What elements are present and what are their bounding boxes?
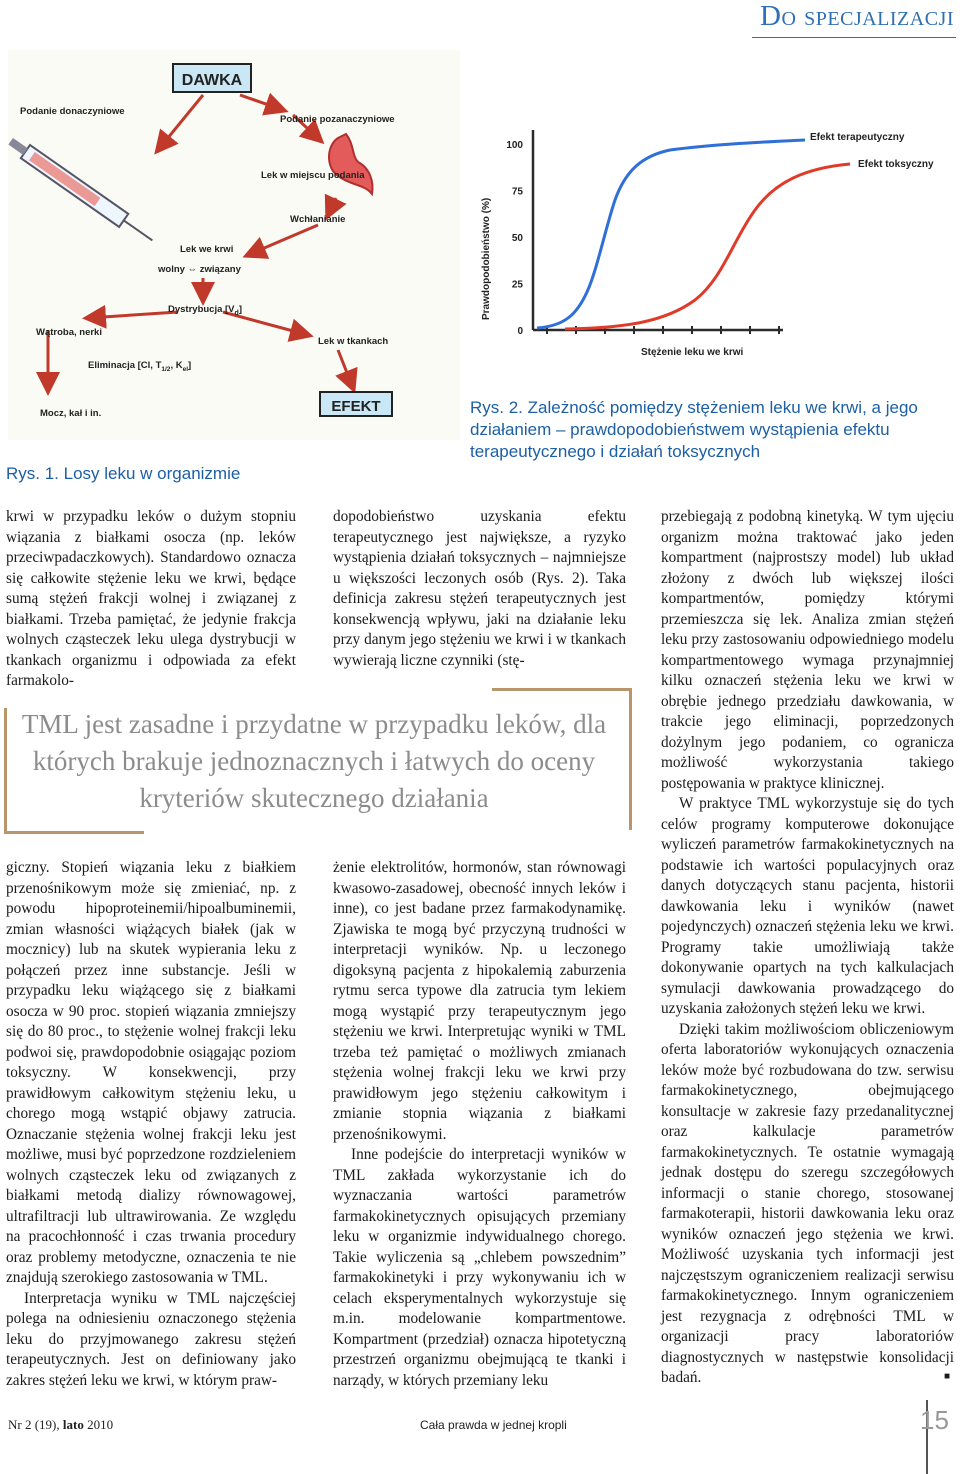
end-of-article-mark: ■ bbox=[944, 1371, 951, 1382]
diagram-excretion: Mocz, kał i in. bbox=[40, 408, 102, 419]
paragraph: W praktyce TML wykorzystuje się do tych celów programy komputerowe dokonujące wyliczeń parametrów farmakokinetycznych na podstawie ich wartości populacyjnych oraz danych dotyczących stanu pacjenta, historii dawkowania leku i wyników (nawet pojedynczych) oznaczeń stężenia leku we krwi. Programy takie umożliwiają także dokonywanie opartych na tych kalkulacjach symulacji dawkowania prowadzącego do uzyskania założonych stężeń leku we krwi. bbox=[661, 795, 954, 1017]
diagram-tissues: Lek w tkankach bbox=[318, 336, 389, 347]
diagram-parenteral: Podanie donaczyniowe bbox=[20, 106, 125, 117]
paragraph: Dzięki takim możliwościom obliczeniowym oferta laboratoriów wykonujących oznaczenia leków może być rozbudowana do tzw. serwisu farmakokinetycznego, obejmującego konsultacje w zakresie fazy przedanalitycznej oraz kalkulacje parametrów farmakokinetycznych. Te ostatnie wymagają jednak dostępu do szeregu szczegółowych informacji o stanie chorego, stosowanej farmakoterapii, historii dawkowania leku oraz wyników oznaczeń jego stężenia we krwi. Możliwość uzyskania tych informacji jest najczęstszym ograniczeniem realizacji serwisu farmakokinetycznego. Innym ograniczeniem jest rezygnacja z odrębności TML w organizacji pracy laboratoriów diagnostycznych w następstwie konsolidacji badań. bbox=[661, 1020, 954, 1386]
y-tick-label: 0 bbox=[517, 326, 523, 337]
chart-x-axis-label: Stężenie leku we krwi bbox=[641, 347, 744, 358]
chart-y-axis-label: Prawdopodobieństwo (%) bbox=[481, 197, 492, 320]
column-2-bottom bbox=[333, 858, 626, 1391]
diagram-nonparenteral: Podanie pozanaczyniowe bbox=[280, 114, 395, 125]
diagram-blood-line2: wolny ⇔ związany bbox=[158, 264, 241, 275]
diagram-liver: Wątroba, nerki bbox=[36, 327, 102, 338]
diagram-absorption: Wchłanianie bbox=[290, 214, 346, 225]
column-3 bbox=[661, 507, 954, 1389]
figure-2-chart bbox=[465, 100, 955, 390]
diagram-blood-line1: Lek we krwi bbox=[180, 244, 234, 255]
series-toxic-line bbox=[565, 164, 850, 329]
legend-toxic: Efekt toksyczny bbox=[858, 159, 934, 170]
paragraph: Interpretacja wyniku w TML najczęściej polega na odniesieniu oznaczonego stężenia leku do przyjmowanego zakresu stężeń terapeutycznych. Jest on definiowany jako zakres stężeń leku we krwi, w którym praw- bbox=[6, 1289, 296, 1389]
diagram-effect: EFEKT bbox=[331, 398, 381, 415]
y-tick-label: 100 bbox=[506, 140, 523, 151]
pull-quote bbox=[4, 688, 630, 834]
diagram-dose: DAWKA bbox=[181, 72, 243, 89]
column-2-top: dopodobieństwo uzyskania efektu terapeutycznego jest największe, a ryzyko wystąpienia działań toksycznych – najmniejsze u większości leczonych osób (Rys. 2). Taka definicja zakresu stężeń terapeutycznych jest konsekwencją wpływu, jaki na działanie leku przy danym jego stężeniu we krwi i w tkankach wywierają liczne czynniki (stę- bbox=[333, 508, 626, 669]
y-tick-label: 25 bbox=[511, 279, 523, 291]
paragraph: giczny. Stopień wiązania leku z białkiem przenośnikowym może się zmieniać, np. z powodu hipoproteinemii/hipoalbuminemii, zmian własności wiążących białek (jak w mocznicy) lub na skutek wypierania leku z połączeń przez inne substancje. Jeśli w przypadku leku wiążącego się z białkami osocza w 90 proc. stopień wiązania zmniejszy się do 80 proc., to stężenie wolnej frakcji leku podwoi się, prawdopodobnie osiągając poziom toksyczny. W konsekwencji, przy prawidłowym całkowitym stężeniu leku, u chorego mogą wstąpić objawy zatrucia. Oznaczanie stężenia wolnej frakcji leku jest możliwe, musi być poprzedzone rozdzieleniem wolnych cząsteczek leku od związanych z białkami metodą dializy równowagowej, ultrafiltracji lub ultrawirowania. Ze względu na pracochłonność i czas trwania procedury oraz problemy metodyczne, oznaczenia te nie znajdują szerokiego zastosowania w TML. bbox=[6, 859, 296, 1286]
figure-1-diagram bbox=[8, 50, 460, 440]
section-header: Do specjalizacji bbox=[752, 0, 956, 38]
paragraph: żenie elektrolitów, hormonów, stan równowagi kwasowo-zasadowej, obecność innych leków i inne), co jest badane przez farmakodynamikę. Zjawiska te mogą być przyczyną trudności w interpretacji wyników. Np. u leczonego digoksyną pacjenta z hipokalemią zaburzenia rytmu serca typowe dla zatrucia tym lekiem mogą wystąpić przy terapeutycznym jego stężeniu we krwi. Interpretując wyniki w TML trzeba też pamiętać o możliwych zmianach stężenia wolnej frakcji leku we krwi przy prawidłowym jego stężeniu całkowitym i zmianie stopnia wiązania z białkami przenośnikowymi. bbox=[333, 859, 626, 1143]
column-1-bottom bbox=[6, 858, 296, 1391]
legend-therapeutic: Efekt terapeutyczny bbox=[810, 132, 905, 143]
figure-2-caption: Rys. 2. Zależność pomiędzy stężeniem leku we krwi, a jego działaniem – prawdopodobieństwem wystąpienia efektu terapeutycznego i działań toksycznych bbox=[470, 398, 918, 461]
y-tick-label: 50 bbox=[511, 233, 523, 244]
paragraph: przebiegają z podobną kinetyką. W tym ujęciu organizm można traktować jako jeden kompartment (najprostszy model) lub układ złożony z dwóch lub większej ilości kompartmentów, pomiędzy którymi przemieszcza się lek. Analiza zmian stężeń leku przy zastosowaniu odpowiedniego modelu kompartmentowego wymaga przynajmniej kilku oznaczeń stężenia leku we krwi w obrębie jednego przedziału dawkowania, w trakcie jego eliminacji, poprzedzonych dożylnym jego podaniem, co ogranicza możliwość wykorzystania takiego postępowania w praktyce klinicznej. bbox=[661, 508, 954, 792]
diagram-elimination: Eliminacja [Cl, $T_{1/2}$, $K_{el}$] bbox=[88, 360, 192, 373]
page-number: 15 bbox=[920, 1405, 949, 1435]
paragraph: Inne podejście do interpretacji wyników w TML zakłada wykorzystanie ich do wyznaczania wartości parametrów farmakokinetycznych opisujących przemiany leku w organizmie indywidualnego chorego. Takie wyliczenia są „chlebem powszednim” farmakokinetyki i przy wykonywaniu ich w celach eksperymentalnych wykorzystuje się m.in. modelowanie kompartmentowe. Kompartment (przedział) oznacza hipotetyczną przestrzeń organizmu obejmującą te tkanki i narządy, w których przemiany leku bbox=[333, 1146, 626, 1389]
figure-1-caption: Rys. 1. Losy leku w organizmie bbox=[6, 464, 241, 483]
diagram-site: Lek w miejscu podania bbox=[261, 170, 365, 181]
y-tick-label: 75 bbox=[511, 186, 523, 198]
series-therapeutic-line bbox=[537, 140, 805, 328]
pull-quote-text: TML jest zasadne i przydatne w przypadku leków, dla których brakuje jednoznacznych i łatwych do oceny kryteriów skutecznego działania bbox=[21, 709, 607, 813]
column-1-top: krwi w przypadku leków o dużym stopniu wiązania z białkami osocza (np. leków przeciwpadaczkowych). Standardowo oznacza się całkowite stężenie leku we krwi, będące sumą stężeń frakcji wolnej i związanej z białkami. Trzeba pamiętać, że jedynie frakcja wolnych cząsteczek leku ulega dystrybucji w tkankach organizmu i odpowiada za efekt farmakolo- bbox=[6, 508, 296, 689]
issue-info: Nr 2 (19), lato 2010 bbox=[8, 1417, 114, 1432]
diagram-distribution: Dystrybucja $[V_d]$ bbox=[168, 304, 242, 317]
footer-slogan: Cała prawda w jednej kropli bbox=[420, 1418, 567, 1432]
